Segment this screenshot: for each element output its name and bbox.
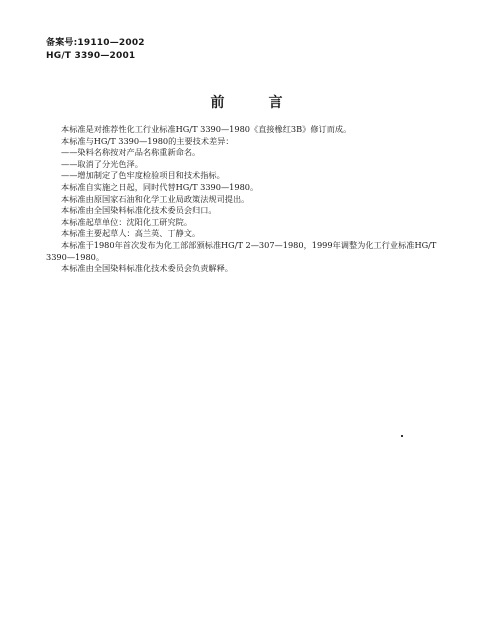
- title-char-1: 前: [210, 95, 225, 111]
- record-number: 备案号:19110—2002: [46, 38, 145, 48]
- standard-number: HG/T 3390—2001: [46, 51, 136, 61]
- paragraph: 本标准由原国家石油和化学工业局政策法规司提出。: [61, 193, 250, 204]
- paragraph: 本标准是对推荐性化工行业标准HG/T 3390—1980《直接橡红3B》修订而成。: [61, 124, 352, 134]
- paragraph: 本标准自实施之日起，同时代替HG/T 3390—1980。: [61, 181, 259, 192]
- paragraph: 本标准起草单位：沈阳化工研究院。: [61, 216, 193, 227]
- paragraph: 本标准于1980年首次发布为化工部部颁标准HG/T 2—307—1980，1999年调整为化工行业标准HG/T 3390—1980。: [46, 239, 437, 262]
- paragraph: 本标准由全国染料标准化技术委员会负责解释。: [61, 263, 233, 274]
- paragraph: 本标准与HG/T 3390—1980的主要技术差异：: [61, 135, 234, 146]
- list-item: ——染料名称按对产品名称重新命名。: [61, 147, 201, 158]
- list-item: ——增加制定了色牢度检验项目和技术指标。: [61, 170, 225, 181]
- list-item: ——取消了分光色泽。: [61, 158, 143, 169]
- scan-speck: [401, 435, 403, 437]
- paragraph: 本标准主要起草人：高兰英、丁静文。: [61, 228, 201, 239]
- paragraph: 本标准由全国染料标准化技术委员会归口。: [61, 205, 217, 216]
- foreword-body: [46, 124, 452, 275]
- section-title-foreword: [0, 92, 493, 112]
- title-char-2: 言: [268, 95, 283, 111]
- document-header: [46, 37, 145, 63]
